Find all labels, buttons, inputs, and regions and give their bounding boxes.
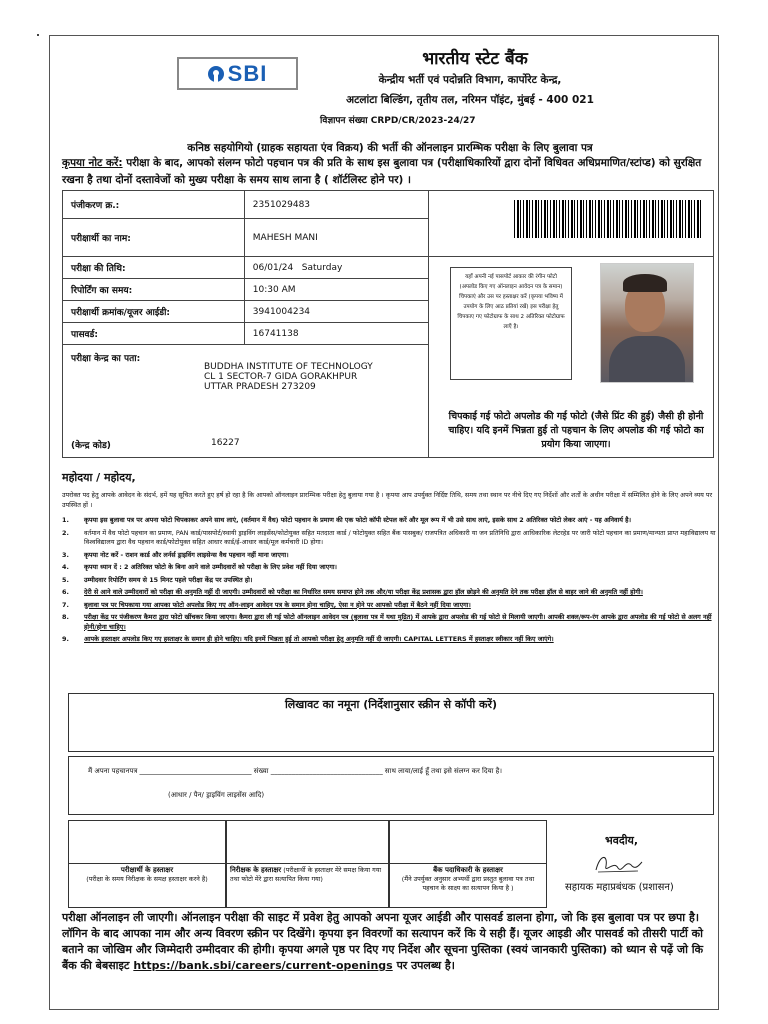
bank-address-line1: केन्द्रीय भर्ती एवं पदोन्नति विभाग, कार्पोरेट केन्द्र, [378, 74, 562, 86]
id-declaration-line1: मैं अपना पहचानपत्र ________________________________ संख्या ________________________________ साथ लाया/लाई हूँ तथा इसे संलग्न कर दिया है। [88, 767, 503, 775]
photo-instruction-box: यहाँ अपनी नई पासपोर्ट आकार की रंगीन फोटो (अपलोड किए गए ऑनलाइन आवेदन पत्र के समान) चिपकाएं और उस पर हस्ताक्षर करें (कृपया भविष्य में उपयोग के लिए आठ प्रतियां रखें) इस परीक्षा हेतु चिपकाए गए फोटोग्राफ के साथ 2 अतिरिक्त फोटोग्राफ लाएँ है। [450, 267, 572, 380]
reg-value: 2351029483 [244, 191, 428, 219]
advertisement-number: विज्ञापन संख्या CRPD/CR/2023-24/27 [320, 116, 476, 126]
candidate-photo [600, 263, 694, 383]
intro-paragraph: उपरोक्त पद हेतु आपके आवेदन के संदर्भ, हमें यह सूचित करते हुए हर्ष हो रहा है कि आपको ऑनलाइन प्रारम्भिक परीक्षा हेतु बुलाया गया है । कृपया आप उपर्युक्त निर्दिष्ट तिथि, समय तथा स्थान पर नीचे दिए गए निर्देशों और शर्तों के अधीन परीक्षा में सम्मिलित होने के लिए अपने व्यय पर उपस्थित हों । [62, 491, 713, 509]
candidate-signature-box [68, 820, 226, 908]
rule-item: 7. बुलावा पत्र पर चिपकाया गया आपका फोटो अपलोड किए गए ऑन-लाइन आवेदन पत्र के समान होना चाहिए, ऐसा न होने पर आपको परीक्षा में बैठने नहीं दिया जाएगा। [62, 600, 471, 609]
invigilator-signature-label: निरीक्षक के हस्ताक्षर (परीक्षार्थी के हस्ताक्षर मेरे समक्ष किया गया तथा फोटो मेरे द्वारा सत्यापित किया गया) [230, 866, 382, 883]
sbi-keyhole-icon [208, 66, 224, 82]
manager-signature [592, 850, 644, 878]
handwriting-sample-title: लिखावट का नमूना (निर्देशानुसार स्क्रीन से कॉपी करें) [284, 698, 498, 711]
rule-item: 5. उम्मीदवार रिपोर्टिंग समय से 15 मिनट पहले परीक्षा केंद्र पर उपस्थित हो। [62, 575, 253, 584]
reporting-value: 10:30 AM [244, 279, 428, 301]
rule-item: 4. कृपया ध्यान दें : 2 अतिरिक्त फोटो के बिना आने वाले उम्मीदवारों को परीक्षा के लिए प्रवेश नहीं दिया जाएगा। [62, 563, 337, 571]
note [62, 155, 712, 189]
centre-cell [63, 345, 429, 458]
manager-designation: सहायक महाप्रबंधक (प्रशासन) [565, 882, 674, 893]
centre-label: परीक्षा केन्द्र का पता: [71, 354, 141, 364]
stray-dot [37, 34, 39, 36]
id-declaration-line2: (आधार / पैन/ ड्राइविंग लाइसेंस आदि) [168, 791, 265, 799]
bank-address-line2: अटलांटा बिल्डिंग, तृतीय तल, नरिमन पॉइंट, मुंबई - 400 021 [346, 94, 594, 106]
reg-label: पंजीकरण क्र.: [63, 191, 245, 219]
sbi-logo [177, 57, 298, 90]
footer-notice: परीक्षा ऑनलाइन ली जाएगी। ऑनलाइन परीक्षा की साइट में प्रवेश हेतु आपको अपना यूजर आईडी और पासवर्ड डालना होगा, जो कि इस बुलावा पत्र पर छपा है। लॉगिन के बाद आपका नाम और अन्य विवरण स्क्रीन पर दिखेंगे। कृपया इन विवरणों का सत्यापन करें कि ये सही हैं। यूजर आइडी और पासवर्ड को तीसरी पार्टी को बताने का जोखिम और जिम्मेदारी उम्मीदवार की होगी। कृपया अगले पृष्ठ पर दिए गए निर्देश और सूचना पुस्तिका (स्वयं जानकारी पुस्तिका) को ध्यान से पढ़ें जो कि बैंक की बेबसाइट https://bank.sbi/careers/current-openings पर उपलब्ध है। [62, 911, 704, 972]
roll-label: परीक्षार्थी क्रमांक/यूजर आईडी: [63, 301, 245, 323]
rule-item: 6. देरी से आने वाले उम्मीदवारों को परीक्षा की अनुमति नहीं दी जाएगी। उम्मीदवारों को परीक्षा का निर्धारित समय समाप्त होने तक और/या परीक्षा केंद्र प्रशासक द्वारा हॉल छोड़ने की अनुमति देने तक परीक्षा हॉल से बाहर जाने की अनुमति नहीं होगी। [62, 588, 643, 596]
note-label: कृपया नोट करें: [62, 157, 123, 169]
name-label: परीक्षार्थी का नाम: [63, 219, 245, 257]
reporting-label: रिपोर्टिंग का समय: [63, 279, 245, 301]
date-label: परीक्षा की तिथि: [63, 257, 245, 279]
photo-note: चिपकाई गई फोटो अपलोड की गई फोटो (जैसे प्रिंट की हुई) जैसी ही होनी चाहिए। यदि इनमें भिन्नता हुई तो पहचान के लिए अपलोड की गई फोटो का प्रयोग किया जाएगा। [448, 411, 704, 450]
id-declaration-box [68, 756, 714, 815]
roll-value: 3941004234 [244, 301, 428, 323]
greeting: महोदया / महोदय, [62, 471, 136, 484]
password-label: पासवर्ड: [63, 323, 245, 345]
rules-list [62, 516, 717, 648]
centre-code-value: 16227 [211, 438, 240, 448]
bank-official-signature-label: बैंक पदाधिकारी के हस्ताक्षर (मैंने उपर्युक्त अनुसार अभ्यर्थी द्वारा प्रस्तुत बुलावा पत्र तथा पहचान के साक्ष्य का सत्यापन किया है ) [401, 866, 535, 892]
name-value: MAHESH MANI [244, 219, 428, 257]
bank-name: भारतीय स्टेट बैंक [422, 49, 528, 69]
note-text: परीक्षा के बाद, आपको संलग्न फोटो पहचान पत्र की प्रति के साथ इस बुलावा पत्र (परीक्षाधिकारियों द्वारा दोनों विधिवत अधिप्रमाणित/स्टांप्ड) को सुरक्षित रखना है तथा दोनों दस्तावेजों को मुख्य परीक्षा के समय साथ लाना है ( शॉर्टलिस्ट होने पर) । [62, 157, 702, 186]
invigilator-signature-box [226, 820, 389, 908]
candidate-signature-label: परीक्षार्थी के हस्ताक्षर (परीक्षा के समय निरीक्षक के समक्ष हस्ताक्षर करने है) [86, 866, 208, 883]
date-value: 06/01/24 Saturday [244, 257, 428, 279]
logo-text: SBI [227, 60, 268, 86]
barcode [514, 200, 702, 238]
rule-item: 9. आपके हस्ताक्षर अपलोड किए गए हस्ताक्षर के समान ही होने चाहिए। यदि इनमें भिन्नता हुई तो आपको परीक्षा हेतु अनुमति नहीं दी जाएगी। CAPITAL LETTERS में हस्ताक्षर स्वीकार नहीं किए जाएंगे। [62, 635, 554, 643]
centre-code-label: (केन्द्र कोड) [71, 441, 111, 451]
letter-title: कनिष्ठ सहयोगियो (ग्राहक सहायता एंव विक्रय) की भर्ती की ऑनलाइन प्रारम्भिक परीक्षा के लिए बुलावा पत्र [187, 142, 593, 154]
regards: भवदीय, [605, 834, 639, 847]
password-value: 16741138 [244, 323, 428, 345]
rule-item: 1. कृपया इस बुलावा पत्र पर अपना फोटो चिपकाकर अपने साथ लाएं, (वर्तमान में वैध) फोटो पहचान के प्रमाण की एक फोटो कॉपी स्टेपल करें और मूल रूप में भी उसे साथ लाएं, इसके साथ 2 अतिरिक्त फोटो लेकर आएं - यह अनिवार्य है। [62, 516, 631, 524]
rule-item: 8. परीक्षा केंद्र पर पंजीकरण कैमरा द्वारा फोटो खींचकर किया जाएगा। कैमरा द्वारा ली गई फोटो ऑनलाइन आवेदन पत्र (बुलावा पत्र में यथा मुद्रित) में आपके द्वारा अपलोड की गई फोटो से मिलायी जाएगी। आपकी शक्ल/रूप-रंग आपके द्वारा अपलोड की गई फोटो से अलग नहीं होनी/होना चाहिए। [62, 613, 712, 631]
rule-item: 3. कृपया नोट करें - राशन कार्ड और लर्नर्स ड्राइविंग लाइसेन्स वैध पहचान नहीं माना जाएगा। [62, 550, 289, 559]
centre-address: BUDDHA INSTITUTE OF TECHNOLOGY CL 1 SECTOR-7 GIDA GORAKHPUR UTTAR PRADESH 273209 [204, 362, 373, 392]
rule-item: 2. वर्तमान में वैध फोटो पहचान का प्रमाण, PAN कार्ड/पासपोर्ट/स्थायी ड्राइविंग लाइसेंस/फोटोयुक्त सहित मतदाता कार्ड / फोटोयुक्त सहित बैंक पासबुक/ राजपत्रित अधिकारी या जन प्रतिनिधि द्वारा आधिकारिक लेटरहेड पर जारी फोटो पहचान का प्रमाण/मान्यता प्राप्त महाविद्यालय या विश्वविद्यालय द्वारा वैध पहचान कार्ड/फोटोयुक्त सहित आधार कार्ड/ई-आधार कार्ड/मूल कर्मचारी ID होगा। [62, 528, 716, 546]
bank-official-signature-box [389, 820, 547, 908]
careers-link[interactable]: https://bank.sbi/careers/current-openings [133, 959, 393, 972]
